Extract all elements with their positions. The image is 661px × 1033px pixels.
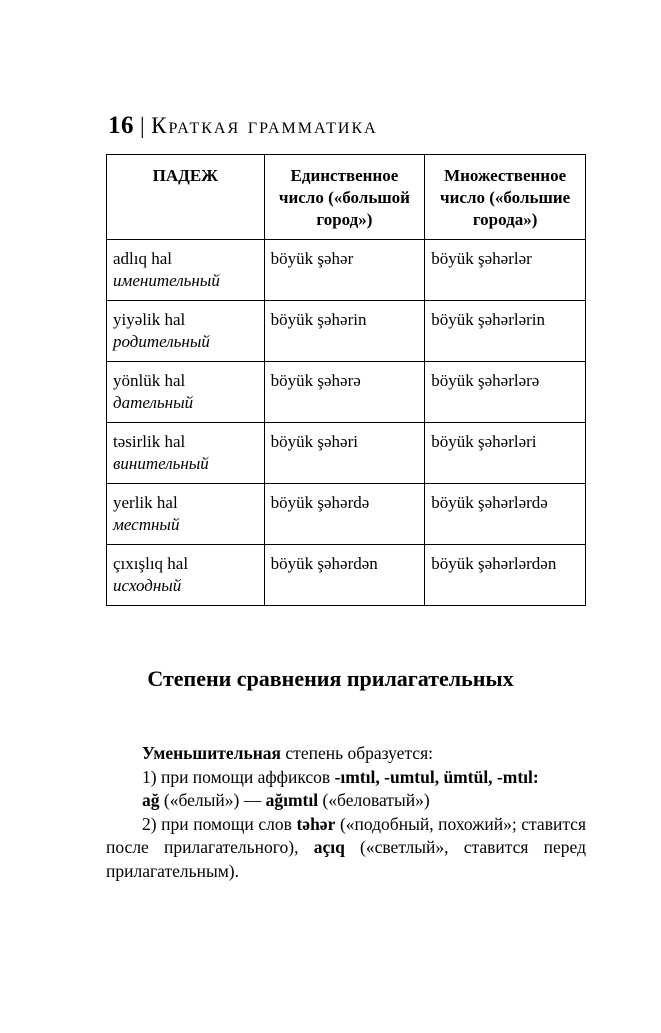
paragraph-words [106,813,586,884]
case-az: yerlik hal [113,493,178,512]
plural-cell: böyük şəhərlərin [425,301,586,362]
example-word: ağ [142,790,160,810]
plural-cell: böyük şəhərlər [425,240,586,301]
case-az: adlıq hal [113,249,173,268]
plural-cell: böyük şəhərlərə [425,362,586,423]
plural-cell: böyük şəhərlərdə [425,484,586,545]
header-separator: | [140,113,146,138]
example-end: («беловатый») [318,790,430,810]
case-az: yönlük hal [113,371,186,390]
singular-cell: böyük şəhərdən [264,545,425,606]
word-teher: təhər [296,813,336,834]
header-title: Краткая грамматика [151,113,378,138]
paragraph-example [106,789,586,813]
table-header-row [107,155,586,240]
case-cell [107,545,265,606]
header-case: ПАДЕЖ [107,155,265,240]
term-diminutive: Уменьшительная [142,743,282,763]
header-singular: Единственное число («большой город») [264,155,425,240]
case-ru: именительный [113,271,220,290]
table-row [107,484,586,545]
table-row [107,240,586,301]
words-mid: («подобный, похожий»; ставится после прилагательного), [106,813,586,857]
case-ru: винительный [113,454,209,473]
case-ru: родительный [113,332,210,351]
example-word2: ağımtıl [265,790,319,810]
case-ru: местный [113,515,180,534]
affixes-list: -ımtıl, -umtul, ümtül, -mtıl: [334,766,539,787]
table-row [107,423,586,484]
case-cell [107,484,265,545]
singular-cell: böyük şəhər [264,240,425,301]
singular-cell: böyük şəhərin [264,301,425,362]
case-az: yiyəlik hal [113,310,186,329]
table-row [107,301,586,362]
example-mid: («белый») — [159,790,266,810]
word-aciq: açıq [313,837,345,857]
case-az: çıxışlıq hal [113,554,189,573]
case-az: təsirlik hal [113,432,186,451]
section-title: Степени сравнения прилагательных [147,666,514,691]
section-body [106,742,586,883]
table-row [107,362,586,423]
singular-cell: böyük şəhərə [264,362,425,423]
header-plural: Множественное число («большие города») [425,155,586,240]
running-header [108,112,378,140]
paragraph-intro [106,742,586,766]
intro-rest: степень образуется: [281,743,433,763]
words-start: 2) при помощи слов [142,813,297,834]
case-table [106,154,586,606]
plural-cell: böyük şəhərləri [425,423,586,484]
words-end: («светлый», ставится перед прилагательным). [106,837,586,881]
plural-cell: böyük şəhərlərdən [425,545,586,606]
paragraph-affixes [106,766,586,790]
page-number: 16 [108,112,134,139]
case-cell [107,301,265,362]
table-row [107,545,586,606]
affixes-text: 1) при помощи аффиксов [142,766,335,787]
case-ru: дательный [113,393,194,412]
case-cell [107,240,265,301]
case-cell [107,362,265,423]
singular-cell: böyük şəhərdə [264,484,425,545]
case-ru: исходный [113,576,182,595]
case-cell [107,423,265,484]
singular-cell: böyük şəhəri [264,423,425,484]
